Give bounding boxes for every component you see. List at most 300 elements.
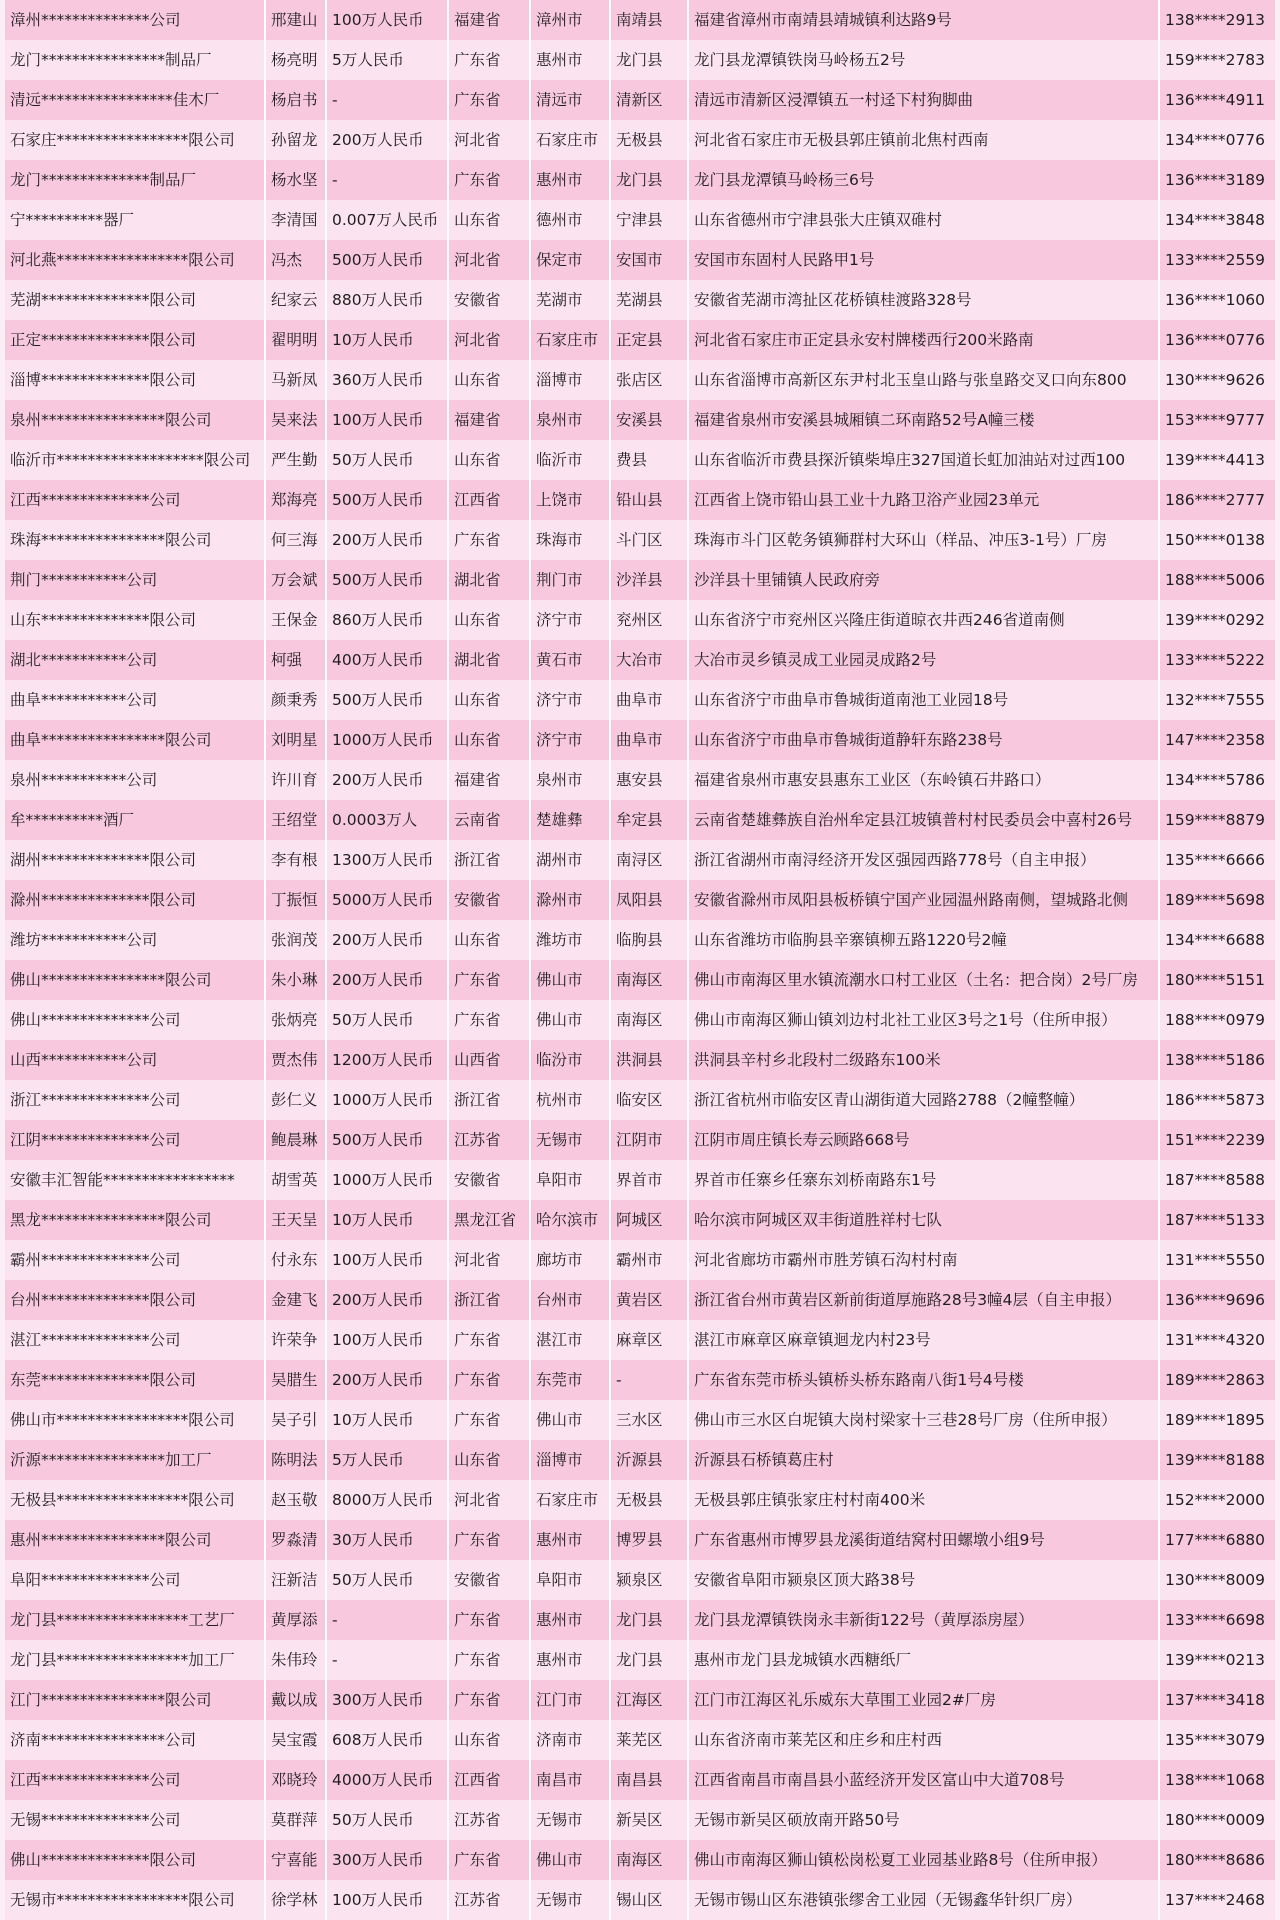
registered-capital-cell: - [327, 1640, 449, 1680]
district-cell: 南海区 [611, 1840, 689, 1880]
city-cell: 台州市 [531, 1280, 611, 1320]
phone-cell: 133****2559 [1165, 251, 1266, 269]
phone-cell: 189****1895 [1165, 1411, 1266, 1429]
company-name-cell: 江门****************限公司 [5, 1680, 266, 1720]
company-name-cell: 龙门县*****************加工厂 [5, 1640, 266, 1680]
province-cell: 湖北省 [449, 560, 531, 600]
company-name-cell: 无极县*****************限公司 [5, 1480, 266, 1520]
registered-capital-cell: 50万人民币 [327, 1000, 449, 1040]
company-name-cell: 曲阜****************限公司 [5, 720, 266, 760]
district-cell: 新吴区 [611, 1800, 689, 1840]
registered-capital-cell: - [327, 160, 449, 200]
registered-capital-cell: 500万人民币 [327, 1120, 449, 1160]
province-cell: 江苏省 [449, 1120, 531, 1160]
city-cell: 惠州市 [531, 1640, 611, 1680]
table-row [5, 640, 1275, 680]
province-cell: 安徽省 [449, 280, 531, 320]
contact-person-cell: 罗淼清 [266, 1520, 327, 1560]
table-row [5, 1320, 1275, 1360]
phone-cell: 180****5151 [1165, 971, 1266, 989]
registered-capital-cell: 200万人民币 [327, 520, 449, 560]
district-cell: 博罗县 [611, 1520, 689, 1560]
contact-person-cell: 丁振恒 [266, 880, 327, 920]
city-cell: 石家庄市 [531, 320, 611, 360]
registered-capital-cell: 8000万人民币 [327, 1480, 449, 1520]
table-row [5, 240, 1275, 280]
province-cell: 安徽省 [449, 1160, 531, 1200]
company-name-cell: 江西**************公司 [5, 1760, 266, 1800]
city-cell: 德州市 [531, 200, 611, 240]
registered-capital-cell: 0.0003万人 [327, 800, 449, 840]
contact-person-cell: 杨启书 [266, 80, 327, 120]
district-cell: 洪洞县 [611, 1040, 689, 1080]
province-cell: 江苏省 [449, 1880, 531, 1920]
city-cell: 楚雄彝 [531, 800, 611, 840]
phone-cell: 187****5133 [1165, 1211, 1266, 1229]
table-row [5, 880, 1275, 920]
registered-capital-cell: 200万人民币 [327, 960, 449, 1000]
address-cell: 云南省楚雄彝族自治州牟定县江坡镇普村村民委员会中喜村26号 [689, 800, 1160, 840]
table-row [5, 80, 1275, 120]
company-name-cell: 江阴**************公司 [5, 1120, 266, 1160]
district-cell: 清新区 [611, 80, 689, 120]
company-name-cell: 龙门****************制品厂 [5, 40, 266, 80]
province-cell: 河北省 [449, 120, 531, 160]
company-name-cell: 江西**************公司 [5, 480, 266, 520]
address-cell: 安国市东固村人民路甲1号 [689, 240, 1160, 280]
address-cell: 江西省南昌市南昌县小蓝经济开发区富山中大道708号 [689, 1760, 1160, 1800]
contact-person-cell: 吴来法 [266, 400, 327, 440]
phone-cell: 131****4320 [1165, 1331, 1266, 1349]
registered-capital-cell: 100万人民币 [327, 1240, 449, 1280]
district-cell: 正定县 [611, 320, 689, 360]
address-cell: 湛江市麻章区麻章镇迴龙内村23号 [689, 1320, 1160, 1360]
city-cell: 惠州市 [531, 1520, 611, 1560]
address-cell: 江阴市周庄镇长寿云顾路668号 [689, 1120, 1160, 1160]
address-cell: 无锡市新吴区硕放南开路50号 [689, 1800, 1160, 1840]
province-cell: 广东省 [449, 80, 531, 120]
table-row [5, 1440, 1275, 1480]
district-cell: 南靖县 [611, 0, 689, 40]
district-cell: 安国市 [611, 240, 689, 280]
province-cell: 山东省 [449, 360, 531, 400]
province-cell: 广东省 [449, 1520, 531, 1560]
city-cell: 泉州市 [531, 760, 611, 800]
registered-capital-cell: 100万人民币 [327, 0, 449, 40]
table-row [5, 1840, 1275, 1880]
phone-cell: 139****0292 [1165, 611, 1266, 629]
city-cell: 佛山市 [531, 1840, 611, 1880]
contact-person-cell: 万会斌 [266, 560, 327, 600]
address-cell: 山东省潍坊市临朐县辛寨镇柳五路1220号2幢 [689, 920, 1160, 960]
province-cell: 江西省 [449, 480, 531, 520]
company-name-cell: 湛江**************公司 [5, 1320, 266, 1360]
province-cell: 广东省 [449, 1840, 531, 1880]
city-cell: 淄博市 [531, 360, 611, 400]
address-cell: 佛山市南海区里水镇流潮水口村工业区（土名：把合岗）2号厂房 [689, 960, 1160, 1000]
contact-person-cell: 朱小琳 [266, 960, 327, 1000]
table-row [5, 1240, 1275, 1280]
table-row [5, 0, 1275, 40]
contact-person-cell: 柯强 [266, 640, 327, 680]
address-cell: 安徽省阜阳市颍泉区顶大路38号 [689, 1560, 1160, 1600]
district-cell: 锡山区 [611, 1880, 689, 1920]
address-cell: 浙江省台州市黄岩区新前街道厚施路28号3幢4层（自主申报） [689, 1280, 1160, 1320]
province-cell: 广东省 [449, 960, 531, 1000]
city-cell: 惠州市 [531, 1600, 611, 1640]
province-cell: 山东省 [449, 1720, 531, 1760]
address-cell: 山东省济宁市兖州区兴隆庄街道晾衣井西246省道南侧 [689, 600, 1160, 640]
contact-person-cell: 金建飞 [266, 1280, 327, 1320]
registered-capital-cell: 10万人民币 [327, 320, 449, 360]
table-row [5, 520, 1275, 560]
phone-cell: 136****9696 [1165, 1291, 1266, 1309]
contact-person-cell: 付永东 [266, 1240, 327, 1280]
province-cell: 山东省 [449, 920, 531, 960]
district-cell: 颍泉区 [611, 1560, 689, 1600]
city-cell: 泉州市 [531, 400, 611, 440]
city-cell: 无锡市 [531, 1800, 611, 1840]
company-name-cell: 黑龙****************限公司 [5, 1200, 266, 1240]
company-name-cell: 山东**************限公司 [5, 600, 266, 640]
contact-person-cell: 鲍晨琳 [266, 1120, 327, 1160]
address-cell: 山东省济宁市曲阜市鲁城街道静轩东路238号 [689, 720, 1160, 760]
city-cell: 哈尔滨市 [531, 1200, 611, 1240]
city-cell: 阜阳市 [531, 1560, 611, 1600]
company-name-cell: 无锡市*****************限公司 [5, 1880, 266, 1920]
company-name-cell: 沂源****************加工厂 [5, 1440, 266, 1480]
province-cell: 广东省 [449, 160, 531, 200]
table-row [5, 1760, 1275, 1800]
table-row [5, 480, 1275, 520]
contact-person-cell: 郑海亮 [266, 480, 327, 520]
company-name-cell: 清远*****************佳木厂 [5, 80, 266, 120]
registered-capital-cell: 5万人民币 [327, 40, 449, 80]
address-cell: 大冶市灵乡镇灵成工业园灵成路2号 [689, 640, 1160, 680]
phone-cell: 187****8588 [1165, 1171, 1266, 1189]
company-name-cell: 佛山**************公司 [5, 1000, 266, 1040]
company-name-cell: 霸州**************公司 [5, 1240, 266, 1280]
phone-cell: 188****5006 [1165, 571, 1266, 589]
district-cell: 费县 [611, 440, 689, 480]
company-name-cell: 山西***********公司 [5, 1040, 266, 1080]
province-cell: 安徽省 [449, 880, 531, 920]
city-cell: 无锡市 [531, 1880, 611, 1920]
city-cell: 佛山市 [531, 1000, 611, 1040]
table-row [5, 680, 1275, 720]
city-cell: 临汾市 [531, 1040, 611, 1080]
address-cell: 江西省上饶市铅山县工业十九路卫浴产业园23单元 [689, 480, 1160, 520]
city-cell: 石家庄市 [531, 120, 611, 160]
city-cell: 滁州市 [531, 880, 611, 920]
phone-cell: 180****8686 [1165, 1851, 1266, 1869]
province-cell: 广东省 [449, 1640, 531, 1680]
phone-cell: 139****4413 [1165, 451, 1266, 469]
address-cell: 沙洋县十里铺镇人民政府旁 [689, 560, 1160, 600]
table-row [5, 1360, 1275, 1400]
phone-cell: 135****3079 [1165, 1731, 1266, 1749]
phone-cell: 186****2777 [1165, 491, 1266, 509]
table-row [5, 1280, 1275, 1320]
table-row [5, 1400, 1275, 1440]
contact-person-cell: 邓晓玲 [266, 1760, 327, 1800]
city-cell: 湛江市 [531, 1320, 611, 1360]
address-cell: 清远市清新区浸潭镇五一村迳下村狗脚曲 [689, 80, 1160, 120]
province-cell: 广东省 [449, 1680, 531, 1720]
table-row [5, 1640, 1275, 1680]
contact-person-cell: 马新凤 [266, 360, 327, 400]
company-name-cell: 无锡**************公司 [5, 1800, 266, 1840]
registered-capital-cell: 500万人民币 [327, 680, 449, 720]
phone-cell: 133****5222 [1165, 651, 1266, 669]
address-cell: 河北省石家庄市无极县郭庄镇前北焦村西南 [689, 120, 1160, 160]
contact-person-cell: 孙留龙 [266, 120, 327, 160]
table-row [5, 1880, 1275, 1920]
company-name-cell: 阜阳**************公司 [5, 1560, 266, 1600]
phone-cell: 150****0138 [1165, 531, 1266, 549]
city-cell: 湖州市 [531, 840, 611, 880]
registered-capital-cell: 5万人民币 [327, 1440, 449, 1480]
contact-person-cell: 颜秉秀 [266, 680, 327, 720]
contact-person-cell: 许川育 [266, 760, 327, 800]
district-cell: 莱芜区 [611, 1720, 689, 1760]
address-cell: 龙门县龙潭镇铁岗永丰新街122号（黄厚添房屋） [689, 1600, 1160, 1640]
phone-cell: 189****2863 [1165, 1371, 1266, 1389]
table-row [5, 960, 1275, 1000]
address-cell: 广东省东莞市桥头镇桥头桥东路南八街1号4号楼 [689, 1360, 1160, 1400]
table-row [5, 1520, 1275, 1560]
address-cell: 浙江省杭州市临安区青山湖街道大园路2788（2幢整幢） [689, 1080, 1160, 1120]
company-name-cell: 泉州***********公司 [5, 760, 266, 800]
company-name-cell: 东莞**************限公司 [5, 1360, 266, 1400]
contact-person-cell: 冯杰 [266, 240, 327, 280]
registered-capital-cell: 300万人民币 [327, 1680, 449, 1720]
registered-capital-cell: 860万人民币 [327, 600, 449, 640]
phone-cell: 159****2783 [1165, 51, 1266, 69]
district-cell: 龙门县 [611, 40, 689, 80]
province-cell: 广东省 [449, 1600, 531, 1640]
city-cell: 南昌市 [531, 1760, 611, 1800]
province-cell: 广东省 [449, 1360, 531, 1400]
address-cell: 山东省淄博市高新区东尹村北玉皇山路与张皇路交叉口向东800 [689, 360, 1160, 400]
province-cell: 河北省 [449, 1240, 531, 1280]
district-cell: 兖州区 [611, 600, 689, 640]
registered-capital-cell: 500万人民币 [327, 480, 449, 520]
table-row [5, 1480, 1275, 1520]
city-cell: 惠州市 [531, 40, 611, 80]
table-row [5, 1800, 1275, 1840]
contact-person-cell: 李有根 [266, 840, 327, 880]
province-cell: 山东省 [449, 720, 531, 760]
contact-person-cell: 戴以成 [266, 1680, 327, 1720]
company-name-cell: 珠海****************限公司 [5, 520, 266, 560]
province-cell: 山东省 [449, 1440, 531, 1480]
district-cell: 牟定县 [611, 800, 689, 840]
city-cell: 惠州市 [531, 160, 611, 200]
phone-cell: 136****4911 [1165, 91, 1266, 109]
contact-person-cell: 王绍堂 [266, 800, 327, 840]
district-cell: 惠安县 [611, 760, 689, 800]
contact-person-cell: 贾杰伟 [266, 1040, 327, 1080]
province-cell: 黑龙江省 [449, 1200, 531, 1240]
phone-cell: 159****8879 [1165, 811, 1266, 829]
district-cell: 张店区 [611, 360, 689, 400]
contact-person-cell: 徐学林 [266, 1880, 327, 1920]
district-cell: 龙门县 [611, 1640, 689, 1680]
city-cell: 芜湖市 [531, 280, 611, 320]
company-name-cell: 漳州**************公司 [5, 0, 266, 40]
district-cell: 霸州市 [611, 1240, 689, 1280]
table-row [5, 1720, 1275, 1760]
company-name-cell: 石家庄*****************限公司 [5, 120, 266, 160]
district-cell: 铅山县 [611, 480, 689, 520]
table-row [5, 1680, 1275, 1720]
city-cell: 江门市 [531, 1680, 611, 1720]
district-cell: 无极县 [611, 1480, 689, 1520]
company-name-cell: 湖州**************限公司 [5, 840, 266, 880]
contact-person-cell: 刘明星 [266, 720, 327, 760]
province-cell: 河北省 [449, 240, 531, 280]
district-cell: 凤阳县 [611, 880, 689, 920]
phone-cell: 153****9777 [1165, 411, 1266, 429]
phone-cell: 186****5873 [1165, 1091, 1266, 1109]
table-row [5, 40, 1275, 80]
table-row [5, 920, 1275, 960]
company-name-cell: 湖北***********公司 [5, 640, 266, 680]
address-cell: 山东省济宁市曲阜市鲁城街道南池工业园18号 [689, 680, 1160, 720]
province-cell: 云南省 [449, 800, 531, 840]
city-cell: 保定市 [531, 240, 611, 280]
table-row [5, 400, 1275, 440]
table-row [5, 440, 1275, 480]
contact-person-cell: 吴宝霞 [266, 1720, 327, 1760]
registered-capital-cell: 200万人民币 [327, 1360, 449, 1400]
company-name-cell: 佛山**************限公司 [5, 1840, 266, 1880]
district-cell: 芜湖县 [611, 280, 689, 320]
address-cell: 洪洞县辛村乡北段村二级路东100米 [689, 1040, 1160, 1080]
province-cell: 山西省 [449, 1040, 531, 1080]
province-cell: 广东省 [449, 1000, 531, 1040]
city-cell: 上饶市 [531, 480, 611, 520]
registered-capital-cell: 30万人民币 [327, 1520, 449, 1560]
contact-person-cell: 邢建山 [266, 0, 327, 40]
table-row [5, 1600, 1275, 1640]
company-name-cell: 佛山市*****************限公司 [5, 1400, 266, 1440]
company-name-cell: 安徽丰汇智能***************** [5, 1160, 266, 1200]
contact-person-cell: 汪新洁 [266, 1560, 327, 1600]
province-cell: 浙江省 [449, 1280, 531, 1320]
registered-capital-cell: 5000万人民币 [327, 880, 449, 920]
phone-cell: 130****8009 [1165, 1571, 1266, 1589]
district-cell: 阿城区 [611, 1200, 689, 1240]
city-cell: 黄石市 [531, 640, 611, 680]
registered-capital-cell: 50万人民币 [327, 1560, 449, 1600]
phone-cell: 134****0776 [1165, 131, 1266, 149]
city-cell: 佛山市 [531, 960, 611, 1000]
contact-person-cell: 王天呈 [266, 1200, 327, 1240]
registered-capital-cell: 400万人民币 [327, 640, 449, 680]
address-cell: 珠海市斗门区乾务镇狮群村大环山（样品、冲压3-1号）厂房 [689, 520, 1160, 560]
district-cell: 龙门县 [611, 1600, 689, 1640]
company-name-cell: 正定**************限公司 [5, 320, 266, 360]
phone-cell: 134****3848 [1165, 211, 1266, 229]
registered-capital-cell: 608万人民币 [327, 1720, 449, 1760]
company-name-cell: 台州**************限公司 [5, 1280, 266, 1320]
province-cell: 福建省 [449, 0, 531, 40]
company-name-cell: 浙江**************公司 [5, 1080, 266, 1120]
address-cell: 浙江省湖州市南浔经济开发区强园西路778号（自主申报） [689, 840, 1160, 880]
company-name-cell: 芜湖**************限公司 [5, 280, 266, 320]
city-cell: 临沂市 [531, 440, 611, 480]
registered-capital-cell: 10万人民币 [327, 1400, 449, 1440]
table-row [5, 1040, 1275, 1080]
table-row [5, 600, 1275, 640]
table-row [5, 360, 1275, 400]
contact-person-cell: 许荣争 [266, 1320, 327, 1360]
province-cell: 江苏省 [449, 1800, 531, 1840]
address-cell: 福建省泉州市安溪县城厢镇二环南路52号A幢三楼 [689, 400, 1160, 440]
address-cell: 佛山市三水区白坭镇大岗村梁家十三巷28号厂房（住所申报） [689, 1400, 1160, 1440]
contact-person-cell: 陈明法 [266, 1440, 327, 1480]
district-cell: 临朐县 [611, 920, 689, 960]
registered-capital-cell: 50万人民币 [327, 1800, 449, 1840]
registered-capital-cell: 10万人民币 [327, 1200, 449, 1240]
company-table [5, 0, 1275, 1920]
city-cell: 无锡市 [531, 1120, 611, 1160]
registered-capital-cell: 360万人民币 [327, 360, 449, 400]
registered-capital-cell: 1300万人民币 [327, 840, 449, 880]
phone-cell: 131****5550 [1165, 1251, 1266, 1269]
registered-capital-cell: 100万人民币 [327, 1880, 449, 1920]
province-cell: 浙江省 [449, 1080, 531, 1120]
table-row [5, 1080, 1275, 1120]
city-cell: 东莞市 [531, 1360, 611, 1400]
district-cell: 宁津县 [611, 200, 689, 240]
registered-capital-cell: 500万人民币 [327, 560, 449, 600]
phone-cell: 136****0776 [1165, 331, 1266, 349]
city-cell: 济宁市 [531, 600, 611, 640]
address-cell: 山东省济南市莱芜区和庄乡和庄村西 [689, 1720, 1160, 1760]
district-cell: 龙门县 [611, 160, 689, 200]
registered-capital-cell: 880万人民币 [327, 280, 449, 320]
city-cell: 清远市 [531, 80, 611, 120]
registered-capital-cell: - [327, 80, 449, 120]
address-cell: 惠州市龙门县龙城镇水西糖纸厂 [689, 1640, 1160, 1680]
phone-cell: 137****2468 [1165, 1891, 1266, 1909]
city-cell: 佛山市 [531, 1400, 611, 1440]
province-cell: 广东省 [449, 520, 531, 560]
district-cell: 黄岩区 [611, 1280, 689, 1320]
company-name-cell: 滁州**************限公司 [5, 880, 266, 920]
province-cell: 河北省 [449, 320, 531, 360]
table-row [5, 760, 1275, 800]
contact-person-cell: 吴子引 [266, 1400, 327, 1440]
district-cell: 斗门区 [611, 520, 689, 560]
contact-person-cell: 严生勤 [266, 440, 327, 480]
table-row [5, 1200, 1275, 1240]
province-cell: 福建省 [449, 400, 531, 440]
district-cell: 江海区 [611, 1680, 689, 1720]
table-row [5, 120, 1275, 160]
table-row [5, 320, 1275, 360]
company-name-cell: 龙门**************制品厂 [5, 160, 266, 200]
province-cell: 山东省 [449, 600, 531, 640]
city-cell: 杭州市 [531, 1080, 611, 1120]
province-cell: 福建省 [449, 760, 531, 800]
company-name-cell: 龙门县*****************工艺厂 [5, 1600, 266, 1640]
district-cell: 沂源县 [611, 1440, 689, 1480]
company-name-cell: 河北燕*****************限公司 [5, 240, 266, 280]
